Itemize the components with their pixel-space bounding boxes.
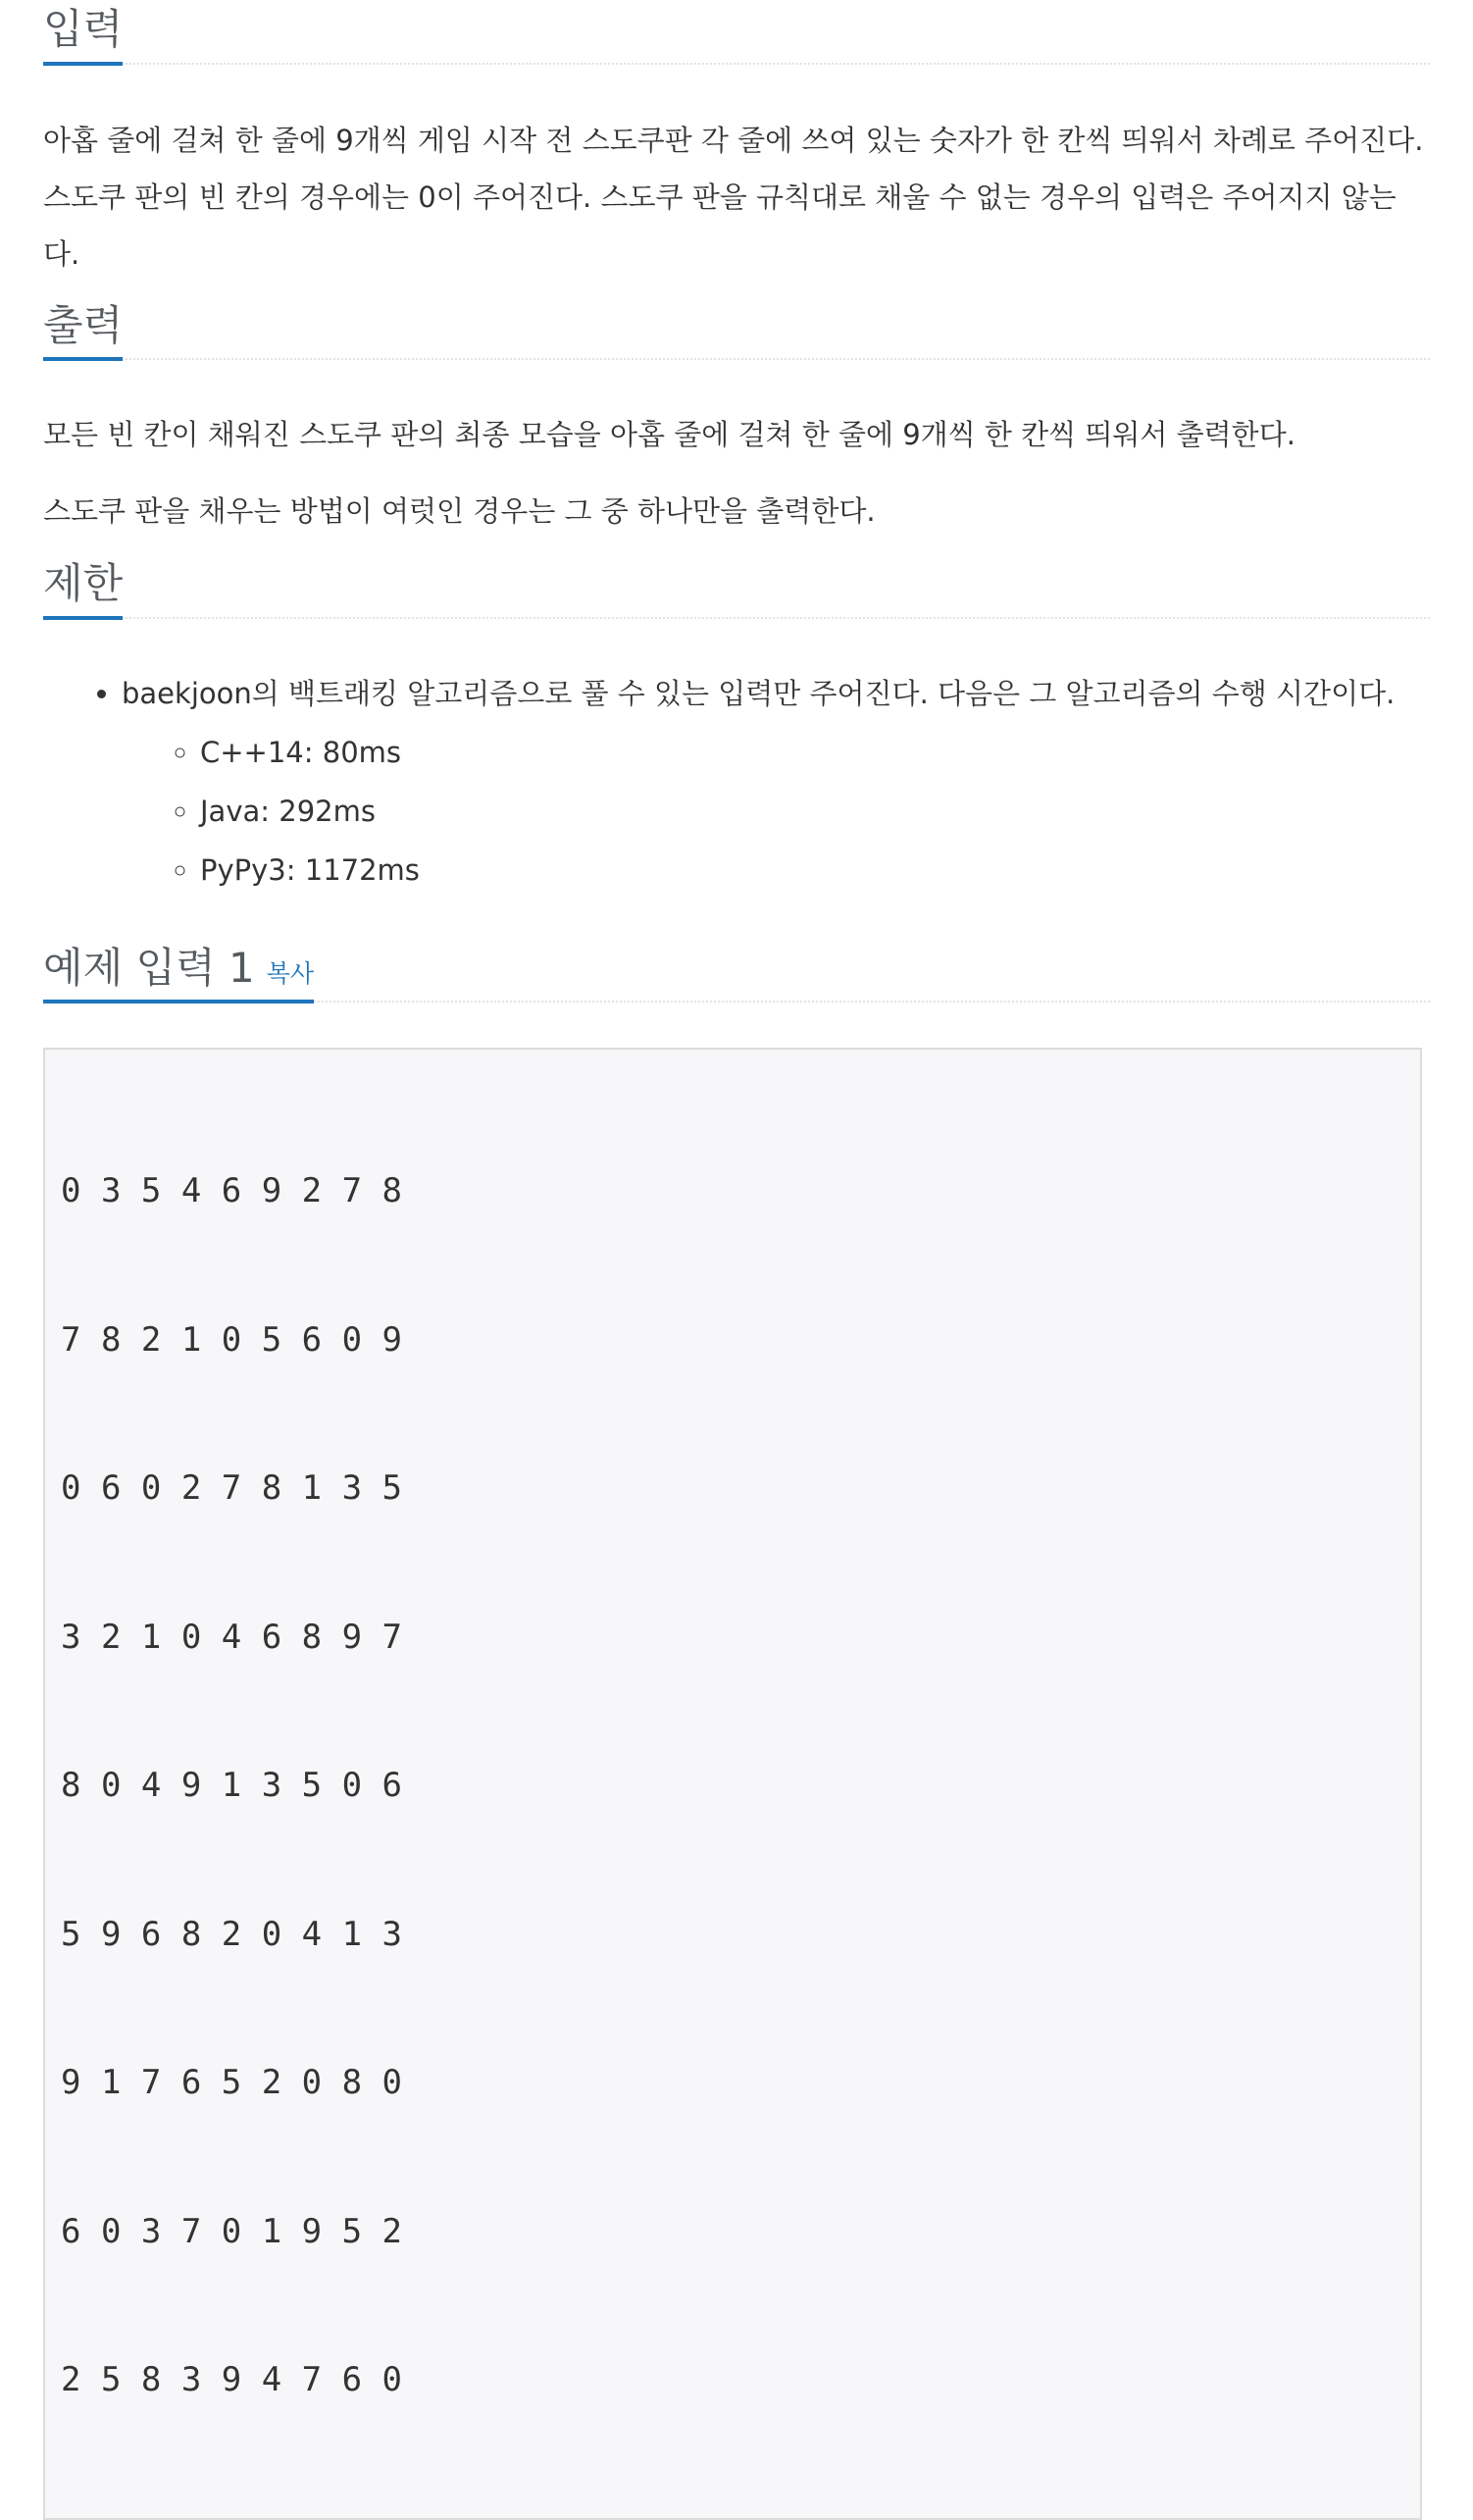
sample-input-line: 9 1 7 6 5 2 0 8 0 bbox=[61, 2063, 402, 2102]
sample-input-line: 0 3 5 4 6 9 2 7 8 bbox=[61, 1171, 402, 1210]
output-section-title: 출력 bbox=[43, 300, 123, 362]
limit-section-body bbox=[43, 619, 1430, 900]
sample-input-line: 2 5 8 3 9 4 7 6 0 bbox=[61, 2360, 402, 2399]
limit-subitem: ◦ PyPy3: 1172ms bbox=[200, 841, 1430, 900]
sample-input-title-text: 예제 입력 1 bbox=[43, 943, 255, 992]
output-section-body bbox=[43, 360, 1430, 540]
limit-subitem: ◦ Java: 292ms bbox=[200, 782, 1430, 841]
input-section-body bbox=[43, 65, 1430, 283]
sample-input-header bbox=[43, 943, 1430, 1003]
sample-input-line: 7 8 2 1 0 5 6 0 9 bbox=[61, 1319, 402, 1360]
sample-input-line: 6 0 3 7 0 1 9 5 2 bbox=[61, 2211, 402, 2251]
limit-section-title: 제한 bbox=[43, 558, 123, 620]
output-section bbox=[43, 283, 1430, 541]
sample-input-box[interactable] bbox=[43, 1048, 1422, 2520]
copy-button[interactable]: 복사 bbox=[266, 958, 315, 988]
limit-section-header bbox=[43, 558, 1430, 619]
input-description: 아홉 줄에 걸쳐 한 줄에 9개씩 게임 시작 전 스도쿠판 각 줄에 쓰여 있는 숫자가 한 칸씩 띄워서 차례로 주어진다. 스도쿠 판의 빈 칸의 경우에는 0이 주어진다. 스도쿠 판을 규칙대로 채울 수 없는 경우의 입력은 주어지지 않는다. bbox=[43, 123, 1424, 271]
sample-input-line: 0 6 0 2 7 8 1 3 5 bbox=[61, 1468, 402, 1508]
input-section-header bbox=[43, 0, 1430, 65]
limit-item bbox=[122, 664, 1430, 900]
sample-input-line: 8 0 4 9 1 3 5 0 6 bbox=[61, 1766, 402, 1805]
sample-input-title bbox=[43, 943, 314, 1004]
limit-sublist bbox=[122, 723, 1430, 900]
output-description-2: 스도쿠 판을 채우는 방법이 여럿인 경우는 그 중 하나만을 출력한다. bbox=[43, 494, 876, 528]
output-section-header bbox=[43, 300, 1430, 361]
limit-subitem: ◦ C++14: 80ms bbox=[200, 723, 1430, 782]
input-section bbox=[43, 0, 1430, 283]
limit-item-text: baekjoon의 백트래킹 알고리즘으로 풀 수 있는 입력만 주어진다. 다음은 그 알고리즘의 수행 시간이다. bbox=[122, 676, 1396, 710]
sample-input-line: 5 9 6 8 2 0 4 1 3 bbox=[61, 1914, 402, 1954]
sample-input-section bbox=[43, 900, 1430, 2520]
limit-section bbox=[43, 540, 1430, 900]
sample-input-line: 3 2 1 0 4 6 8 9 7 bbox=[61, 1617, 402, 1657]
limit-list bbox=[43, 664, 1430, 900]
input-section-title: 입력 bbox=[43, 4, 123, 66]
output-description-1: 모든 빈 칸이 채워진 스도쿠 판의 최종 모습을 아홉 줄에 걸쳐 한 줄에 9개씩 한 칸씩 띄워서 출력한다. bbox=[43, 418, 1295, 451]
